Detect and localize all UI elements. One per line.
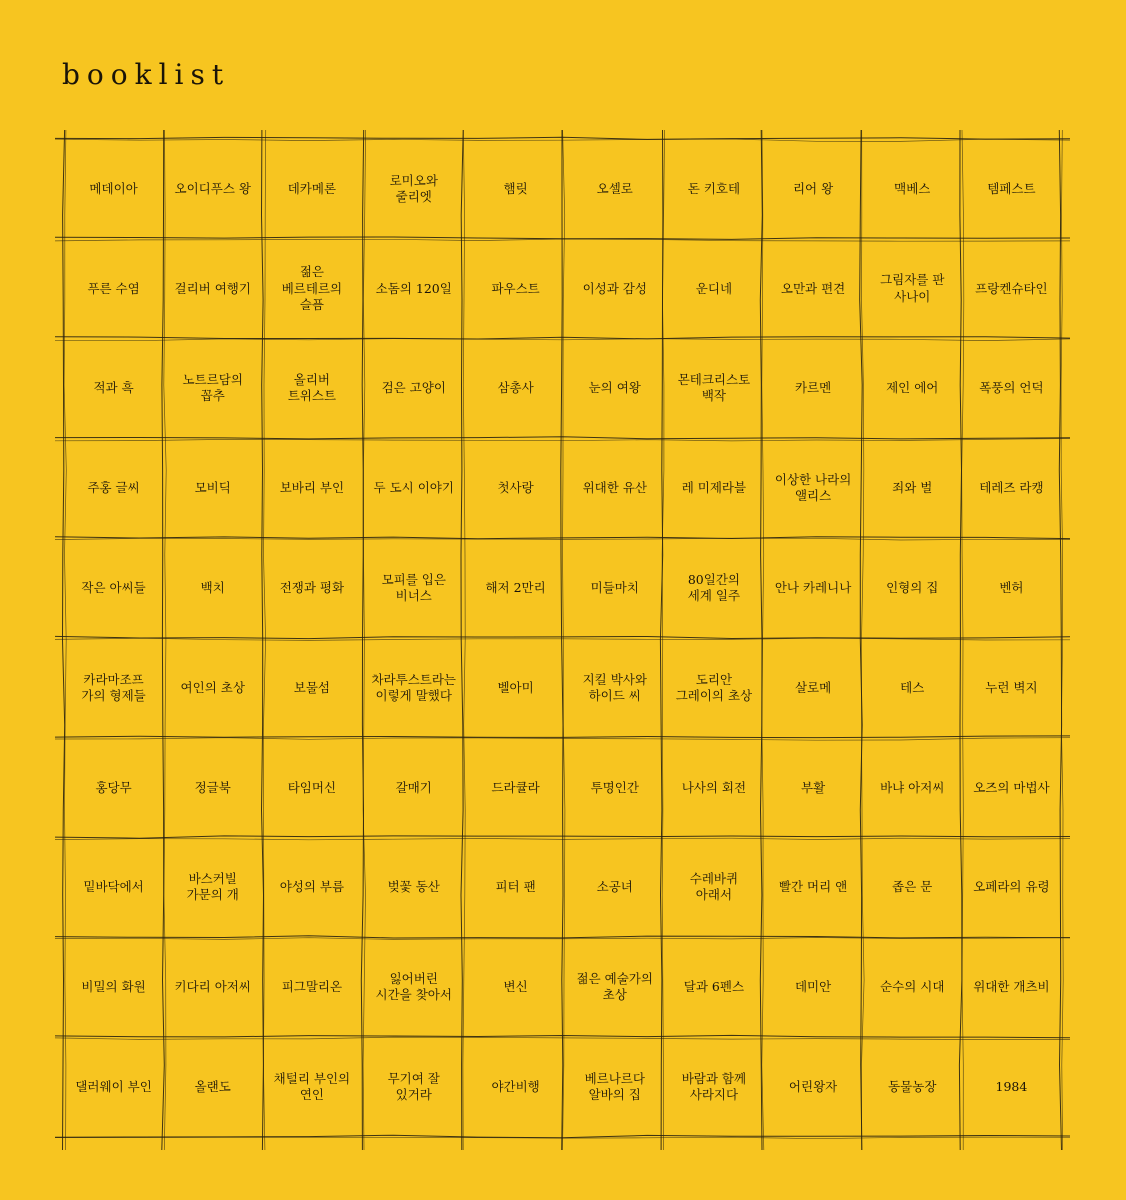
page-title: booklist xyxy=(62,58,231,91)
book-cell: 프랑켄슈타인 xyxy=(975,280,1048,296)
book-cell: 테스 xyxy=(900,679,925,695)
book-cell: 밑바닥에서 xyxy=(83,879,144,895)
book-cell: 걸리버 여행기 xyxy=(174,280,251,296)
book-cell: 돈 키호테 xyxy=(687,180,741,196)
book-cell: 도리안 그레이의 초상 xyxy=(675,671,753,703)
book-cell: 전쟁과 평화 xyxy=(279,579,345,595)
book-cell: 안나 카레니나 xyxy=(774,579,852,595)
book-cell: 바냐 아저씨 xyxy=(880,779,945,795)
book-cell: 차라투스트라는 이렇게 말했다 xyxy=(371,671,457,703)
book-cell: 나사의 회전 xyxy=(681,779,747,795)
book-cell: 바스커빌 가문의 개 xyxy=(186,871,239,903)
book-cell: 템페스트 xyxy=(987,180,1036,196)
book-cell: 어린왕자 xyxy=(788,1078,838,1094)
book-cell: 댈러웨이 부인 xyxy=(75,1078,152,1094)
book-cell: 무기여 잘 있거라 xyxy=(387,1070,440,1103)
book-cell: 위대한 개츠비 xyxy=(973,979,1050,995)
book-cell: 테레즈 라캥 xyxy=(979,480,1044,496)
book-cell: 두 도시 이야기 xyxy=(373,480,454,496)
book-cell: 위대한 유산 xyxy=(582,480,647,496)
book-cell: 빨간 머리 앤 xyxy=(778,879,848,895)
book-cell: 부활 xyxy=(801,779,826,795)
book-cell: 피터 팬 xyxy=(495,879,536,895)
book-cell: 벚꽃 동산 xyxy=(387,879,440,895)
book-cell: 올리버 트위스트 xyxy=(287,372,337,404)
book-cell: 오이디푸스 왕 xyxy=(174,180,251,196)
book-cell: 카르멘 xyxy=(794,380,832,396)
booklist-grid xyxy=(55,130,1070,1150)
book-cell: 비밀의 화원 xyxy=(81,979,146,995)
book-cell: 데카메론 xyxy=(287,180,337,196)
book-cell: 순수의 시대 xyxy=(880,979,945,995)
book-cell: 몬테크리스토 백작 xyxy=(677,372,751,404)
book-cell: 적과 흑 xyxy=(93,380,134,396)
book-cell: 데미안 xyxy=(794,979,832,995)
book-cell: 잃어버린 시간을 찾아서 xyxy=(375,971,452,1003)
book-cell: 보바리 부인 xyxy=(279,480,345,496)
book-cell: 야성의 부름 xyxy=(279,879,345,895)
book-cell: 오페라의 유령 xyxy=(973,879,1050,895)
book-cell: 좁은 문 xyxy=(892,879,933,895)
book-cell: 채털리 부인의 연인 xyxy=(273,1070,351,1103)
book-cell: 검은 고양이 xyxy=(381,380,446,396)
book-cell: 눈의 여왕 xyxy=(588,380,641,396)
book-cell: 젊은 예술가의 초상 xyxy=(576,971,653,1003)
book-cell: 햄릿 xyxy=(503,180,528,196)
book-cell: 피그말리온 xyxy=(281,979,343,995)
book-cell: 그림자를 판 사나이 xyxy=(880,272,945,304)
book-cell: 베르나르다 알바의 집 xyxy=(584,1070,645,1103)
book-cell: 삼총사 xyxy=(497,380,534,396)
book-cell: 야간비행 xyxy=(491,1078,540,1094)
book-cell: 바람과 함께 사라지다 xyxy=(681,1070,747,1103)
book-cell: 오만과 편견 xyxy=(780,280,846,296)
book-cell: 인형의 집 xyxy=(886,579,939,595)
book-cell: 투명인간 xyxy=(590,779,639,795)
book-cell: 홍당무 xyxy=(95,779,132,795)
book-cell: 이상한 나라의 앨리스 xyxy=(774,472,852,504)
book-cell: 키다리 아저씨 xyxy=(174,979,251,995)
book-cell: 맥베스 xyxy=(894,180,931,196)
book-cell: 80일간의 세계 일주 xyxy=(687,571,741,604)
book-cell: 젊은 베르테르의 슬픔 xyxy=(281,264,343,312)
book-cell: 보물섬 xyxy=(293,679,331,695)
book-cell: 카라마조프 가의 형제들 xyxy=(81,671,146,703)
book-cell: 푸른 수염 xyxy=(87,280,140,296)
book-cell: 드라큘라 xyxy=(491,779,540,795)
book-cell: 운디네 xyxy=(695,280,733,296)
book-cell: 작은 아씨들 xyxy=(81,579,146,595)
book-cell: 주홍 글씨 xyxy=(87,480,140,496)
book-cell: 벤허 xyxy=(999,579,1024,595)
book-cell: 1984 xyxy=(995,1078,1028,1094)
book-cell: 소공녀 xyxy=(596,879,633,895)
book-cell: 살로메 xyxy=(794,679,832,695)
book-cell: 변신 xyxy=(503,979,528,995)
book-cell: 모비딕 xyxy=(194,480,231,496)
book-cell: 미들마치 xyxy=(590,579,639,595)
book-cell: 올랜도 xyxy=(194,1078,231,1094)
book-cell: 소돔의 120일 xyxy=(375,280,452,296)
book-cells xyxy=(64,139,1061,1137)
book-cell: 백치 xyxy=(200,579,225,595)
book-cell: 지킬 박사와 하이드 씨 xyxy=(582,671,647,703)
book-cell: 첫사랑 xyxy=(497,480,534,496)
book-cell: 리어 왕 xyxy=(792,180,834,196)
book-cell: 정글북 xyxy=(194,779,231,795)
book-cell: 누런 벽지 xyxy=(985,679,1038,695)
book-cell: 벨아미 xyxy=(497,679,534,695)
book-cell: 죄와 벌 xyxy=(892,480,933,496)
book-cell: 모피를 입은 비너스 xyxy=(381,571,446,604)
book-cell: 달과 6펜스 xyxy=(683,979,745,995)
book-cell: 폭풍의 언덕 xyxy=(979,380,1044,396)
book-cell: 이성과 감성 xyxy=(582,280,647,296)
book-cell: 해저 2만리 xyxy=(485,579,546,595)
book-cell: 여인의 초상 xyxy=(180,679,245,695)
book-cell: 오셀로 xyxy=(596,180,633,196)
book-cell: 타임머신 xyxy=(287,779,337,795)
book-cell: 레 미제라블 xyxy=(681,480,747,496)
book-cell: 제인 에어 xyxy=(886,380,939,396)
book-cell: 동물농장 xyxy=(888,1078,937,1094)
book-cell: 노트르담의 꼽추 xyxy=(182,372,243,404)
book-cell: 로미오와 줄리엣 xyxy=(389,172,438,204)
book-cell: 갈매기 xyxy=(395,779,432,795)
book-cell: 수레바퀴 아래서 xyxy=(689,871,739,903)
book-cell: 메데이아 xyxy=(89,180,138,196)
book-cell: 파우스트 xyxy=(491,280,540,296)
book-cell: 오즈의 마법사 xyxy=(973,779,1050,795)
